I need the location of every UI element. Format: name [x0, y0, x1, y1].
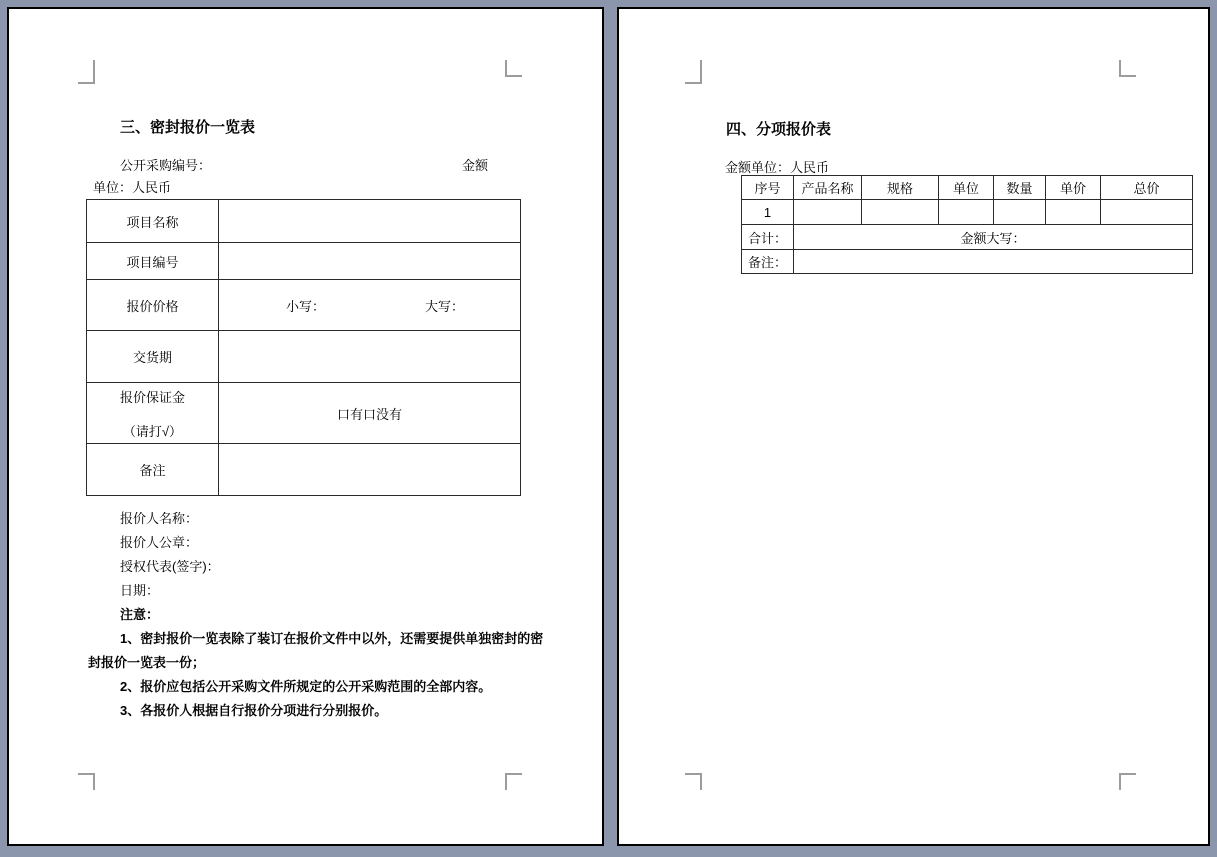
- deposit-tick-hint: （请打√）: [122, 423, 183, 439]
- itemized-quote-table: [741, 175, 1193, 274]
- amount-unit-line: 金额单位：人民币: [725, 160, 830, 175]
- crop-mark-top-right: [1119, 60, 1136, 77]
- table-row: [87, 444, 521, 496]
- total-amount-words-cell[interactable]: 金额大写：: [794, 225, 1193, 250]
- header-unit: 单位: [939, 176, 994, 200]
- header-seq: 序号: [742, 176, 794, 200]
- quoter-name-line: 报价人名称：: [120, 511, 199, 526]
- currency-unit-line: 单位：人民币: [93, 180, 172, 195]
- note-2: 2、报价应包括公开采购文件所规定的公开采购范围的全部内容。: [120, 679, 492, 694]
- project-number-input-cell[interactable]: [219, 243, 521, 280]
- row1-total-price-cell[interactable]: [1101, 200, 1193, 225]
- table-row: [87, 243, 521, 280]
- procurement-number-label: 公开采购编号：: [120, 158, 212, 173]
- project-name-input-cell[interactable]: [219, 200, 521, 243]
- section-title-itemized-quote: 四、分项报价表: [726, 121, 832, 138]
- row-label-project-number: 项目编号: [87, 243, 219, 280]
- row-label-quote-price: 报价价格: [87, 280, 219, 331]
- note-1-line-1: 1、密封报价一览表除了装订在报价文件中以外，还需要提供单独密封的密: [120, 631, 544, 646]
- table-header-row: [742, 176, 1193, 200]
- header-quantity: 数量: [994, 176, 1046, 200]
- header-total-price: 总价: [1101, 176, 1193, 200]
- table-row: [87, 383, 521, 444]
- crop-mark-bottom-right: [1119, 773, 1136, 790]
- authorized-rep-line: 授权代表(签字)：: [120, 559, 220, 574]
- remark-input-cell[interactable]: [794, 250, 1193, 274]
- crop-mark-bottom-left: [78, 773, 95, 790]
- table-total-row: [742, 225, 1193, 250]
- crop-mark-top-left: [78, 60, 95, 84]
- crop-mark-bottom-left: [685, 773, 702, 790]
- section-title-sealed-quote: 三、密封报价一览表: [120, 119, 256, 136]
- row1-unit-price-cell[interactable]: [1046, 200, 1101, 225]
- header-spec: 规格: [862, 176, 939, 200]
- deposit-options-cell[interactable]: [219, 383, 521, 444]
- note-3: 3、各报价人根据自行报价分项进行分别报价。: [120, 703, 388, 718]
- signature-and-notes-block: [9, 507, 602, 723]
- note-1-line-2: 封报价一览表一份；: [88, 655, 206, 670]
- table-row: [87, 331, 521, 383]
- quote-price-input-cell[interactable]: [219, 280, 521, 331]
- sealed-quote-table: [86, 199, 521, 496]
- deposit-checkbox-options: 口有口没有: [336, 406, 402, 422]
- row-label-deposit: 报价保证金 （请打√）: [87, 383, 219, 444]
- document-page-1[interactable]: [7, 7, 604, 846]
- table-row: [87, 280, 521, 331]
- total-label-cell: 合计：: [742, 225, 794, 250]
- crop-mark-top-right: [505, 60, 522, 77]
- row-label-remark: 备注: [87, 444, 219, 496]
- amount-label: 金额: [462, 158, 489, 173]
- quoter-seal-line: 报价人公章：: [120, 535, 199, 550]
- price-numerals-label: 小写：: [286, 298, 326, 314]
- date-line: 日期：: [120, 583, 160, 598]
- row1-product-name-cell[interactable]: [794, 200, 862, 225]
- row1-seq-cell: 1: [742, 200, 794, 225]
- delivery-input-cell[interactable]: [219, 331, 521, 383]
- remark-label-cell: 备注：: [742, 250, 794, 274]
- crop-mark-bottom-right: [505, 773, 522, 790]
- crop-mark-top-left: [685, 60, 702, 84]
- row1-unit-cell[interactable]: [939, 200, 994, 225]
- document-page-2[interactable]: [617, 7, 1210, 846]
- table-remark-row: [742, 250, 1193, 274]
- row1-quantity-cell[interactable]: [994, 200, 1046, 225]
- row-label-delivery: 交货期: [87, 331, 219, 383]
- row1-spec-cell[interactable]: [862, 200, 939, 225]
- table-row: [742, 200, 1193, 225]
- row-label-project-name: 项目名称: [87, 200, 219, 243]
- table-row: [87, 200, 521, 243]
- price-words-label: 大写：: [425, 298, 465, 314]
- remark-input-cell[interactable]: [219, 444, 521, 496]
- header-product-name: 产品名称: [794, 176, 862, 200]
- notice-heading: 注意：: [120, 607, 160, 622]
- header-unit-price: 单价: [1046, 176, 1101, 200]
